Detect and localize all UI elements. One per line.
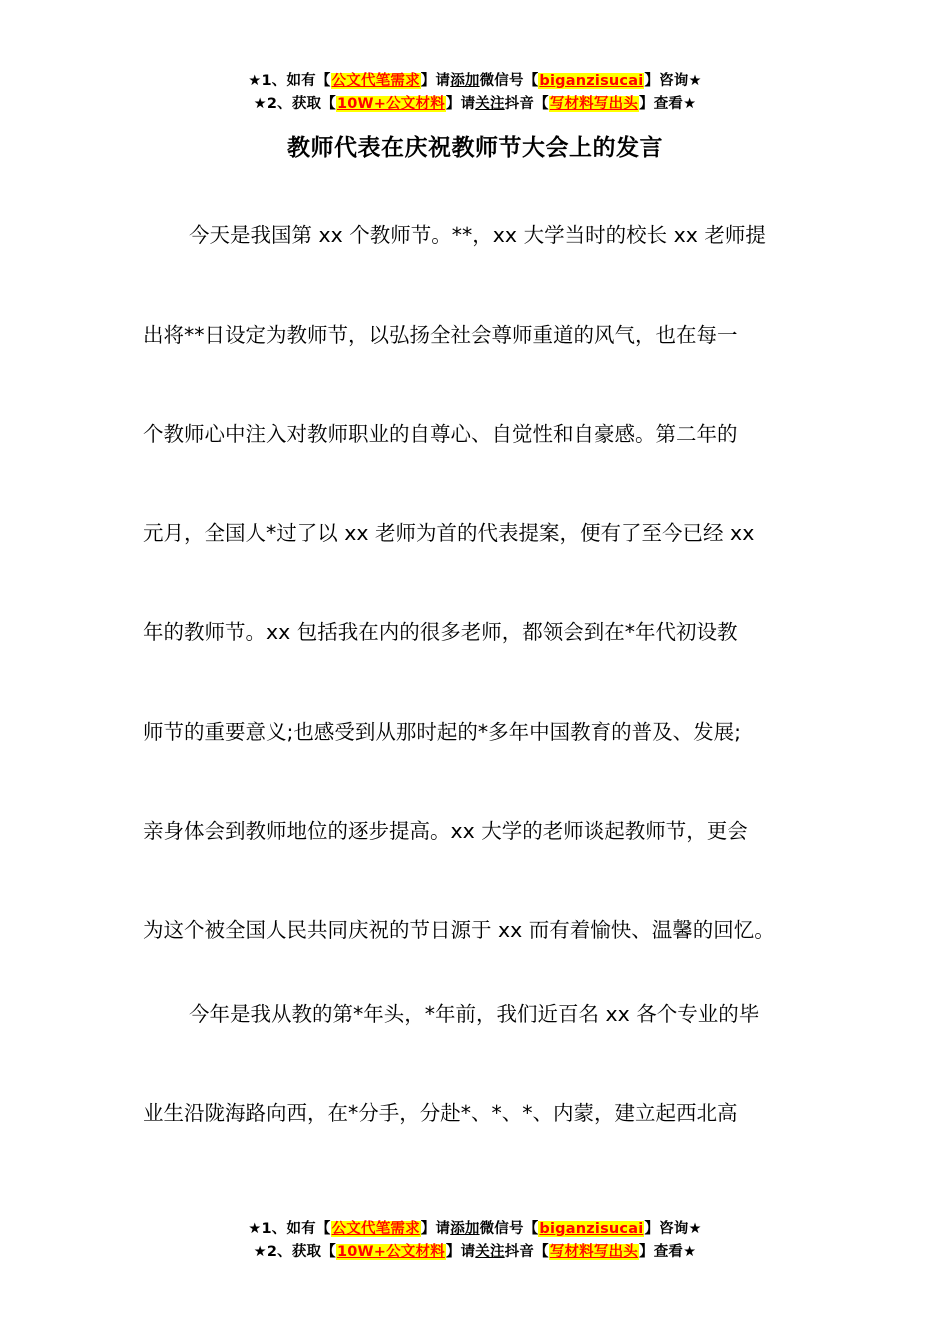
body-line: 师节的重要意义;也感受到从那时起的*多年中国教育的普及、发展; [143,720,742,744]
body-line: 业生沿陇海路向西，在*分手，分赴*、*、*、内蒙，建立起西北高 [143,1101,738,1125]
body-line: 出将**日设定为教师节，以弘扬全社会尊师重道的风气，也在每一 [143,323,738,347]
promo-text: ★2、获取【 [253,1244,336,1260]
promo-text: 抖音【 [504,1244,549,1260]
promo-douyin-id: 写材料写出头 [549,96,639,112]
promo-wechat-id: biganzisucai [539,73,644,89]
body-line: 元月，全国人*过了以 xx 老师为首的代表提案，便有了至今已经 xx [143,521,755,545]
promo-text: 】请 [445,96,476,112]
promo-text: ★1、如有【 [248,73,331,89]
promo-text: 】请 [420,1221,451,1237]
promo-banner-top [0,70,950,116]
promo-highlight: 公文代笔需求 [331,73,420,89]
promo-line-1 [0,70,950,93]
promo-highlight: 公文代笔需求 [331,1221,420,1237]
promo-banner-bottom [0,1218,950,1264]
promo-text: ★1、如有【 [248,1221,331,1237]
promo-line-2 [0,1241,950,1264]
promo-text: 抖音【 [504,96,549,112]
body-line: 亲身体会到教师地位的逐步提高。xx 大学的老师谈起教师节，更会 [143,819,748,843]
promo-text: 】查看★ [639,96,697,112]
promo-line-2 [0,93,950,116]
promo-underline: 关注 [475,1244,505,1260]
document-title: 教师代表在庆祝教师节大会上的发言 [287,135,663,161]
promo-douyin-id: 写材料写出头 [549,1244,639,1260]
promo-text: 】请 [445,1244,476,1260]
promo-underline: 添加 [450,1221,480,1237]
promo-wechat-id: biganzisucai [539,1221,644,1237]
promo-text: 】咨询★ [644,73,702,89]
promo-text: 】请 [420,73,451,89]
promo-text: 微信号【 [479,73,539,89]
promo-text: ★2、获取【 [253,96,336,112]
promo-line-1 [0,1218,950,1241]
body-line: 为这个被全国人民共同庆祝的节日源于 xx 而有着愉快、温馨的回忆。 [143,918,775,942]
body-line: 今年是我从教的第*年头，*年前，我们近百名 xx 各个专业的毕 [189,1002,760,1026]
promo-highlight: 10W+公文材料 [336,1244,445,1260]
body-line: 年的教师节。xx 包括我在内的很多老师，都领会到在*年代初设教 [143,620,738,644]
promo-text: 】咨询★ [644,1221,702,1237]
promo-text: 微信号【 [479,1221,539,1237]
body-line: 个教师心中注入对教师职业的自尊心、自觉性和自豪感。第二年的 [143,422,738,446]
body-line: 今天是我国第 xx 个教师节。**，xx 大学当时的校长 xx 老师提 [189,223,766,247]
promo-underline: 添加 [450,73,480,89]
promo-text: 】查看★ [639,1244,697,1260]
promo-highlight: 10W+公文材料 [336,96,445,112]
promo-underline: 关注 [475,96,505,112]
